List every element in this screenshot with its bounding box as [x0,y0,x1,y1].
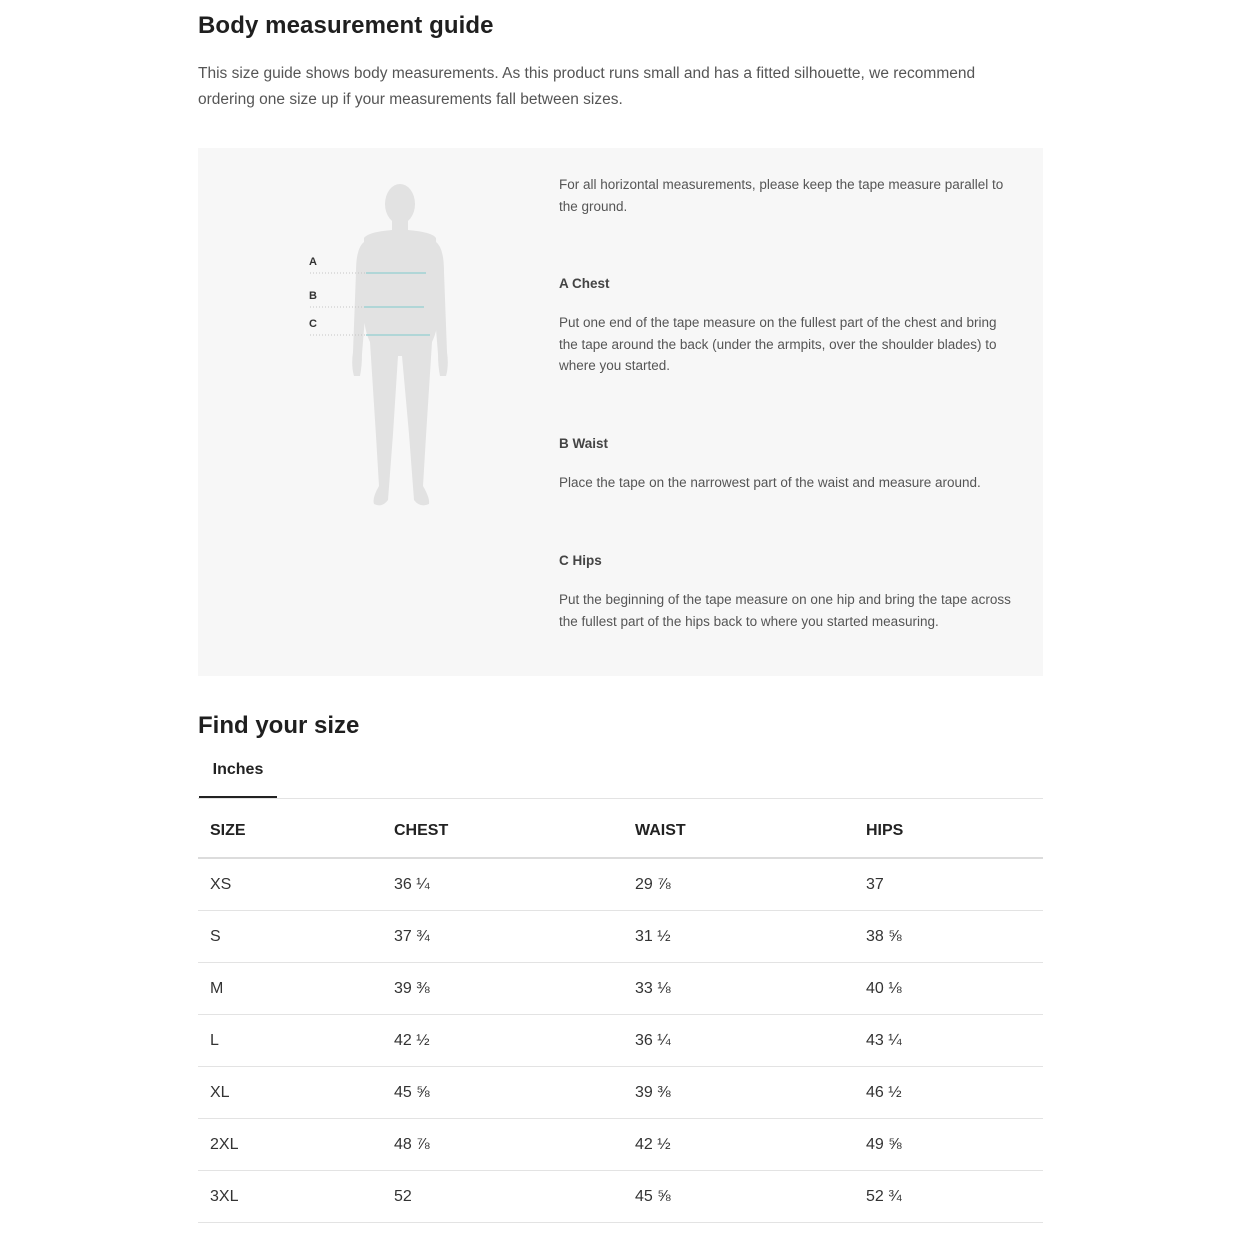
waist-cell: 31 ½ [623,911,854,963]
size-table [198,804,1043,1223]
table-row [198,858,1043,911]
chest-cell: 42 ½ [382,1015,623,1067]
chest-cell: 52 [382,1171,623,1223]
waist-instruction: Place the tape on the narrowest part of the waist and measure around. [559,475,981,490]
waist-cell: 36 ¼ [623,1015,854,1067]
waist-marker-label: B [309,290,317,302]
waist-heading: B Waist [559,436,609,451]
header-hips: HIPS [854,804,1043,858]
header-chest: CHEST [382,804,623,858]
size-cell: XL [198,1067,382,1119]
table-row [198,1015,1043,1067]
chest-cell: 37 ¾ [382,911,623,963]
chest-marker-label: A [309,256,317,268]
table-row [198,963,1043,1015]
table-row [198,1171,1043,1223]
table-header-row [198,804,1043,858]
waist-cell: 33 ⅛ [623,963,854,1015]
guide-intro: This size guide shows body measurements. As this product runs small and has a fitted silhouette, we recommend ordering one size up if your measurements fall between sizes. [198,65,976,108]
chest-heading: A Chest [559,276,610,291]
hips-cell: 46 ½ [854,1067,1043,1119]
measurement-panel [198,148,1043,676]
body-figure [302,176,462,512]
general-instruction: For all horizontal measurements, please keep the tape measure parallel to the ground. [559,177,1004,214]
hips-cell: 37 [854,858,1043,911]
size-cell: M [198,963,382,1015]
chest-cell: 45 ⅝ [382,1067,623,1119]
chest-cell: 36 ¼ [382,858,623,911]
size-cell: S [198,911,382,963]
hips-cell: 43 ¼ [854,1015,1043,1067]
waist-cell: 45 ⅝ [623,1171,854,1223]
table-row [198,1119,1043,1171]
chest-cell: 48 ⅞ [382,1119,623,1171]
guide-title: Body measurement guide [198,12,494,39]
hips-instruction: Put the beginning of the tape measure on one hip and bring the tape across the fullest part of the hips back to where you started measuring. [559,592,1011,629]
waist-cell: 42 ½ [623,1119,854,1171]
table-row [198,1067,1043,1119]
size-cell: 3XL [198,1171,382,1223]
waist-cell: 29 ⅞ [623,858,854,911]
hips-heading: C Hips [559,553,602,568]
chest-instruction: Put one end of the tape measure on the fullest part of the chest and bring the tape around the back (under the armpits, over the shoulder blades) to where you started. [559,315,997,373]
size-cell: 2XL [198,1119,382,1171]
waist-cell: 39 ⅜ [623,1067,854,1119]
hips-cell: 52 ¾ [854,1171,1043,1223]
unit-tabs [198,752,1043,799]
hips-cell: 38 ⅝ [854,911,1043,963]
table-row [198,911,1043,963]
hips-cell: 40 ⅛ [854,963,1043,1015]
hips-marker-label: C [309,318,317,330]
find-size-title: Find your size [198,712,360,739]
hips-cell: 49 ⅝ [854,1119,1043,1171]
size-cell: XS [198,858,382,911]
tab-inches[interactable]: Inches [199,752,277,798]
header-size: SIZE [198,804,382,858]
chest-cell: 39 ⅜ [382,963,623,1015]
size-cell: L [198,1015,382,1067]
header-waist: WAIST [623,804,854,858]
body-silhouette-icon [302,176,462,512]
